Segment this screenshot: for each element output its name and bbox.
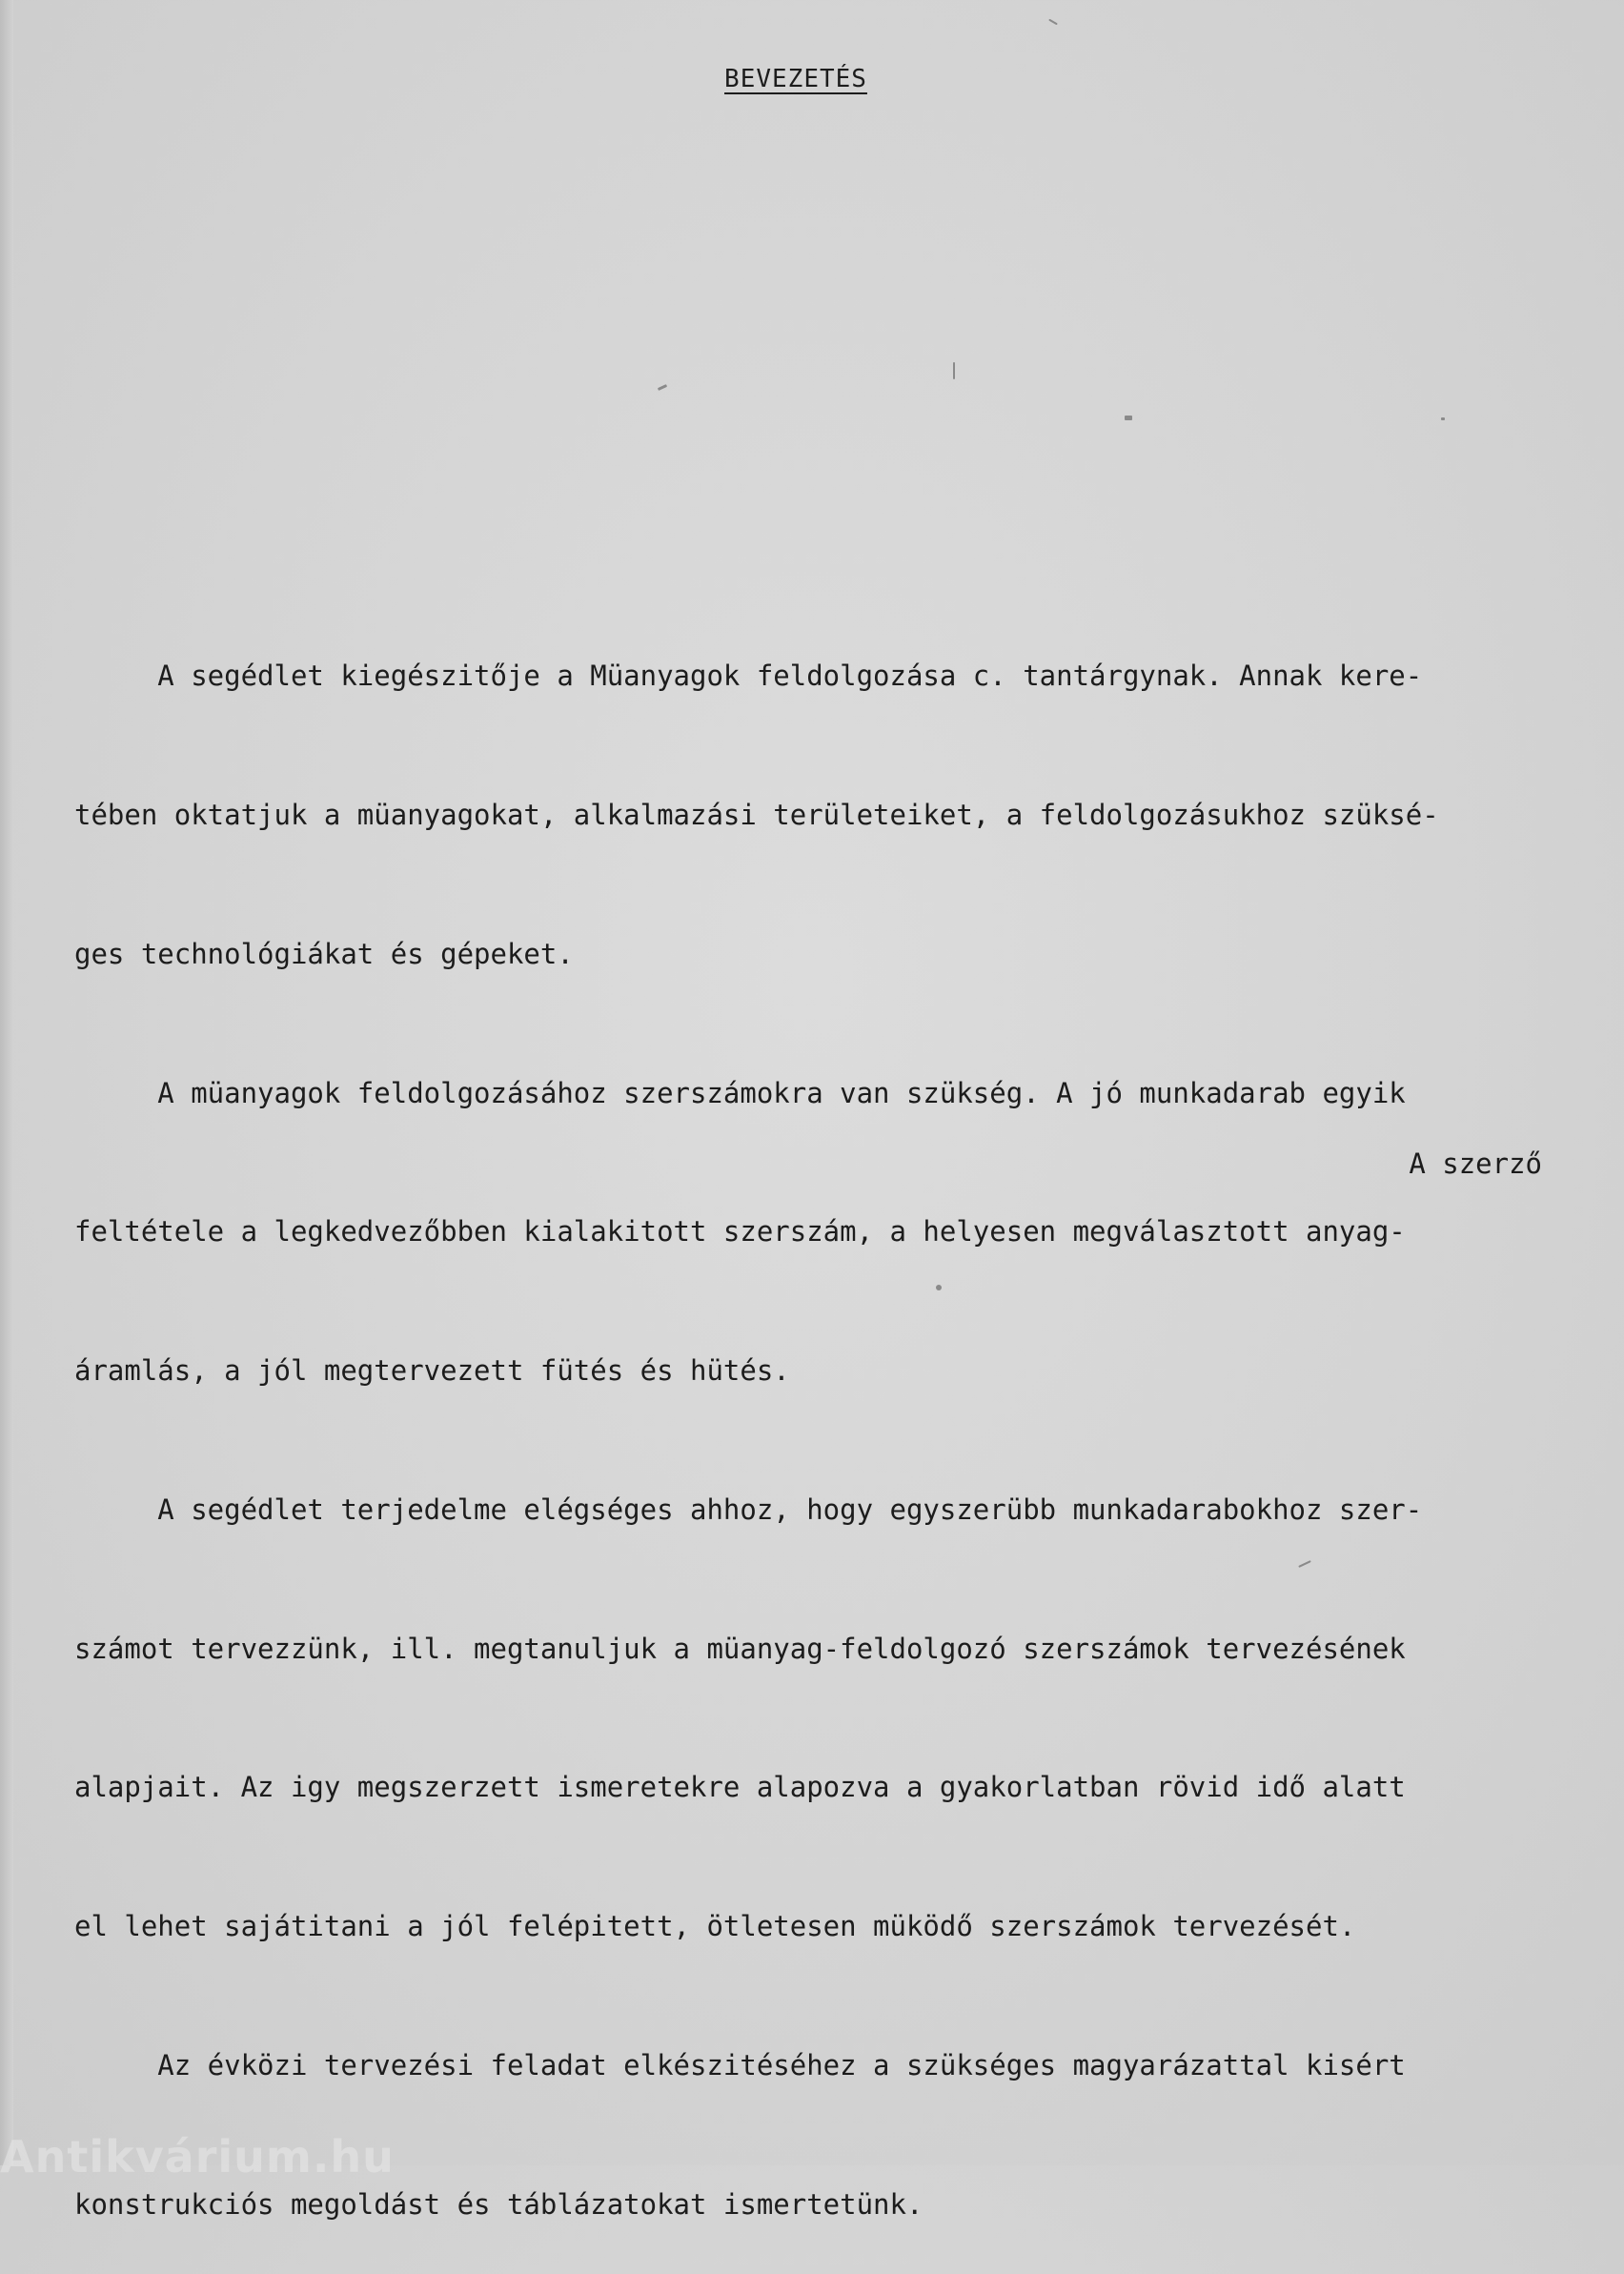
body-line: A segédlet terjedelme elégséges ahhoz, hogy egyszerübb munkadarabokhoz szer- <box>74 1492 1423 1526</box>
body-line: A segédlet kiegészitője a Müanyagok feldolgozása c. tantárgynak. Annak kere- <box>74 660 1423 693</box>
body-line: el lehet sajátitani a jól felépitett, ötletesen müködő szerszámok tervezését. <box>74 1910 1356 1943</box>
paper-speck <box>1441 417 1445 420</box>
body-line: konstrukciós megoldást és táblázatokat ismertetünk. <box>74 2187 924 2221</box>
page-title <box>0 65 1592 93</box>
paper-speck <box>1048 19 1058 26</box>
body-line: A müanyagok feldolgozásához szerszámokra van szükség. A jó munkadarab egyik <box>74 1076 1406 1109</box>
body-line: Az évközi tervezési feladat elkészitéséhez a szükséges magyarázattal kisért <box>74 2049 1406 2081</box>
page-left-edge-shadow <box>0 0 13 2165</box>
paper-speck <box>936 1285 942 1290</box>
paper-speck <box>953 362 955 379</box>
body-text <box>74 560 1561 2274</box>
body-line: áramlás, a jól megtervezett fütés és hütés. <box>74 1354 790 1388</box>
paper-speck <box>658 384 667 391</box>
body-line: tében oktatjuk a müanyagokat, alkalmazási területeiket, a feldolgozásukhoz szüksé- <box>74 798 1439 831</box>
signature: A szerző <box>1409 1147 1542 1180</box>
page-title-text: BEVEZETÉS <box>724 65 867 93</box>
paper-speck <box>1125 416 1132 420</box>
body-line: ges technológiákat és gépeket. <box>74 937 574 970</box>
body-line: alapjait. Az igy megszerzett ismeretekre alapozva a gyakorlatban rövid idő alatt <box>74 1771 1406 1804</box>
watermark: Antikvárium.hu <box>0 2131 395 2183</box>
body-line: számot tervezzünk, ill. megtanuljuk a müanyag-feldolgozó szerszámok tervezésének <box>74 1632 1406 1665</box>
body-line: feltétele a legkedvezőbben kialakitott szerszám, a helyesen megválasztott anyag- <box>74 1215 1406 1249</box>
